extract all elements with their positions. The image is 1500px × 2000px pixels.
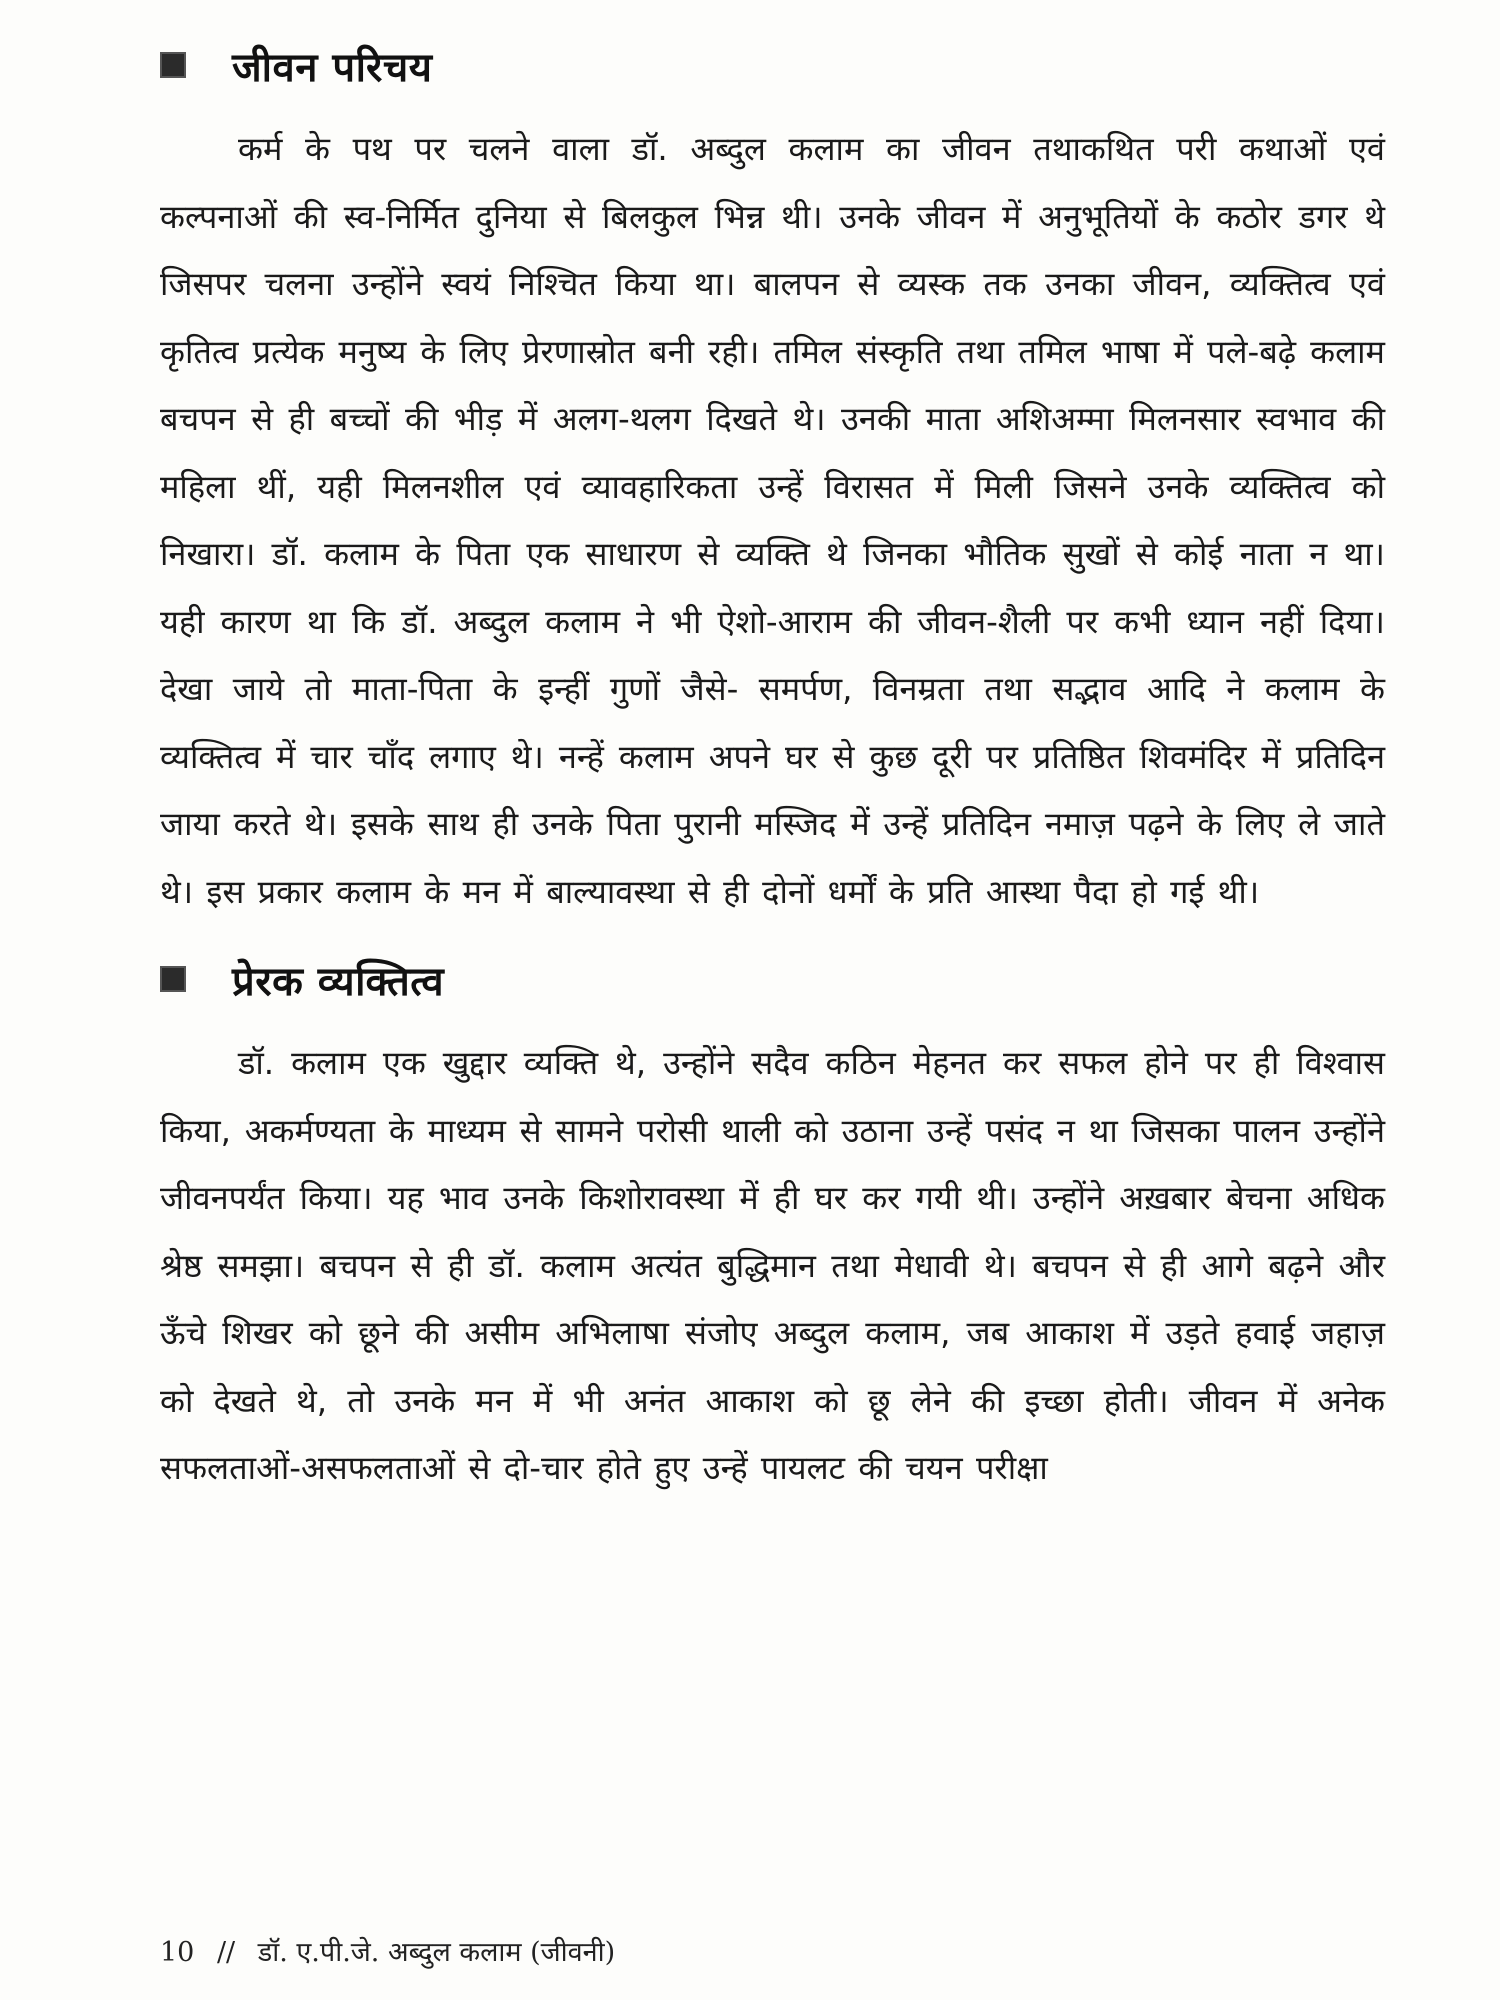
section-heading — [160, 30, 1385, 100]
section-paragraph: डॉ. कलाम एक खुद्दार व्यक्ति थे, उन्होंने सदैव कठिन मेहनत कर सफल होने पर ही विश्वास किया, अकर्मण्यता के माध्यम से सामने परोसी थाली को उठाना उन्हें पसंद न था जिसका पालन उन्होंने जीवनपर्यंत किया। यह भाव उनके किशोरावस्था में ही घर कर गयी थी। उन्होंने अख़बार बेचना अधिक श्रेष्ठ समझा। बचपन से ही डॉ. कलाम अत्यंत बुद्धिमान तथा मेधावी थे। बचपन से ही आगे बढ़ने और ऊँचे शिखर को छूने की असीम अभिलाषा संजोए अब्दुल कलाम, जब आकाश में उड़ते हवाई जहाज़ को देखते थे, तो उनके मन में भी अनंत आकाश को छू लेने की इच्छा होती। जीवन में अनेक सफलताओं-असफलताओं से दो-चार होते हुए उन्हें पायलट की चयन परीक्षा — [160, 1044, 1385, 1487]
book-page — [160, 30, 1385, 1970]
section-paragraph: कर्म के पथ पर चलने वाला डॉ. अब्दुल कलाम का जीवन तथाकथित परी कथाओं एवं कल्पनाओं की स्व-निर्मित दुनिया से बिलकुल भिन्न थी। उनके जीवन में अनुभूतियों के कठोर डगर थे जिसपर चलना उन्होंने स्वयं निश्चित किया था। बालपन से व्यस्क तक उनका जीवन, व्यक्तित्व एवं कृतित्व प्रत्येक मनुष्य के लिए प्रेरणास्रोत बनी रही। तमिल संस्कृति तथा तमिल भाषा में पले-बढ़े कलाम बचपन से ही बच्चों की भीड़ में अलग-थलग दिखते थे। उनकी माता अशिअम्मा मिलनसार स्वभाव की महिला थीं, यही मिलनशील एवं व्यावहारिकता उन्हें विरासत में मिली जिसने उनके व्यक्तित्व को निखारा। डॉ. कलाम के पिता एक साधारण से व्यक्ति थे जिनका भौतिक सुखों से कोई नाता न था। यही कारण था कि डॉ. अब्दुल कलाम ने भी ऐशो-आराम की जीवन-शैली पर कभी ध्यान नहीं दिया। देखा जाये तो माता-पिता के इन्हीं गुणों जैसे- समर्पण, विनम्रता तथा सद्भाव आदि ने कलाम के व्यक्तित्व में चार चाँद लगाए थे। नन्हें कलाम अपने घर से कुछ दूरी पर प्रतिष्ठित शिवमंदिर में प्रतिदिन जाया करते थे। इसके साथ ही उनके पिता पुरानी मस्जिद में उन्हें प्रतिदिन नमाज़ पढ़ने के लिए ले जाते थे। इस प्रकार कलाम के मन में बाल्यावस्था से ही दोनों धर्मों के प्रति आस्था पैदा हो गई थी। — [160, 130, 1385, 911]
section-heading — [160, 944, 1385, 1014]
section-jeevan-parichay — [160, 30, 1385, 926]
section-heading-text: प्रेरक व्यक्तित्व — [232, 958, 445, 1005]
book-title: डॉ. ए.पी.जे. अब्दुल कलाम (जीवनी) — [257, 1937, 616, 1968]
section-heading-text: जीवन परिचय — [232, 44, 433, 91]
square-bullet-icon — [160, 966, 186, 992]
page-footer — [160, 1932, 629, 1969]
page-number: 10 — [160, 1937, 195, 1968]
square-bullet-icon — [160, 52, 186, 78]
footer-separator: // — [216, 1937, 236, 1968]
section-prerak-vyaktitva — [160, 944, 1385, 1503]
